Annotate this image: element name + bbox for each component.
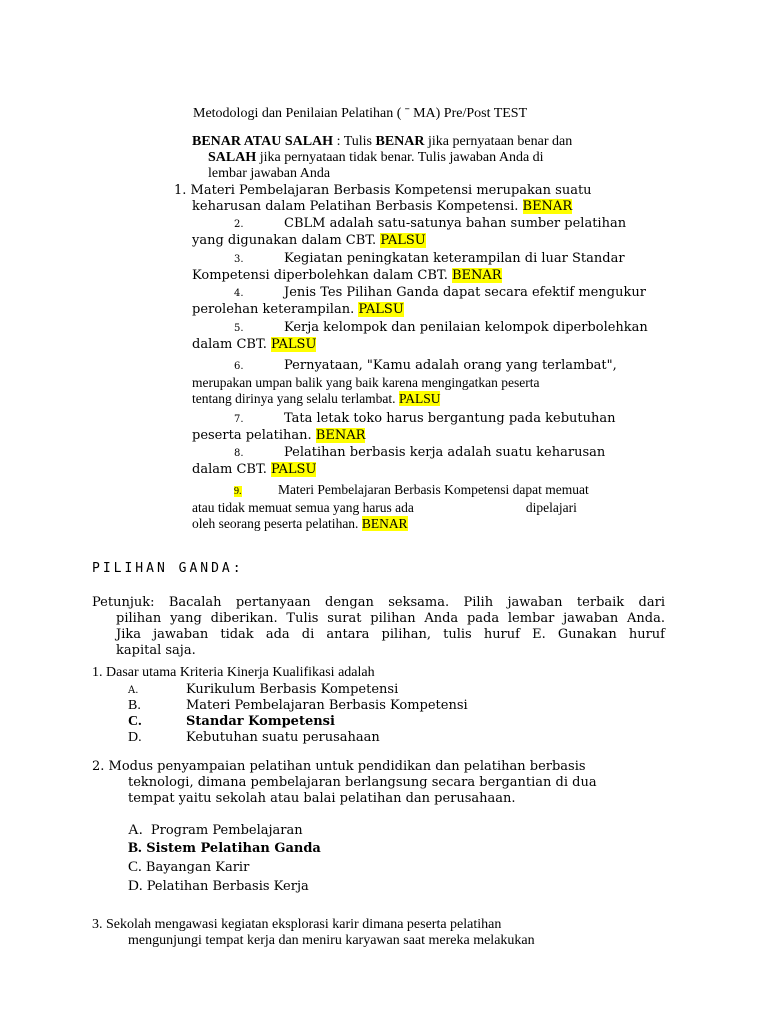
mc-option — [128, 822, 303, 839]
option-letter: A. — [128, 685, 139, 696]
tf-item-9 — [192, 482, 692, 532]
item-number: 4. — [234, 288, 244, 299]
item-text: Tata letak toko harus bergantung pada kebutuhan — [284, 411, 616, 426]
tf-item-6 — [192, 358, 692, 407]
item-text: merupakan umpan balik yang baik karena mengingatkan peserta — [192, 375, 540, 390]
answer-highlight: PALSU — [380, 233, 426, 248]
answer-highlight: BENAR — [361, 516, 408, 531]
tf-item-2 — [192, 216, 692, 249]
item-number: 5. — [234, 323, 244, 334]
answer-highlight: PALSU — [358, 302, 404, 317]
item-text: Kompetensi diperbolehkan dalam CBT. — [192, 268, 452, 283]
item-number: 3. — [234, 254, 244, 265]
option-text: Kurikulum Berbasis Kompetensi — [186, 682, 399, 697]
tf-benar-word: BENAR — [375, 134, 425, 149]
option-letter: D. — [128, 730, 142, 745]
tf-item-5 — [192, 320, 692, 353]
option-letter: C. — [128, 859, 142, 875]
question-line: mengunjungi tempat kerja dan meniru karyawan saat mereka melakukan — [128, 933, 535, 948]
item-text: oleh seorang peserta pelatihan. — [192, 516, 362, 531]
option-text: Kebutuhan suatu perusahaan — [186, 730, 380, 745]
item-number: 1. — [174, 183, 187, 198]
option-text: Pelatihan Berbasis Kerja — [146, 879, 309, 894]
question-line: tempat yaitu sekolah atau balai pelatihan dan perusahaan. — [128, 791, 516, 806]
item-text: tentang dirinya yang selalu terlambat. — [192, 391, 399, 406]
item-number: 2. — [234, 219, 244, 230]
option-letter: C. — [128, 714, 142, 729]
question-line: 3. Sekolah mengawasi kegiatan eksplorasi karir dimana peserta pelatihan — [92, 917, 502, 932]
option-text: Program Pembelajaran — [150, 823, 303, 838]
mc-option — [128, 859, 249, 876]
tf-instr-part: : Tulis — [333, 134, 376, 149]
item-text: peserta pelatihan. — [192, 428, 316, 443]
tf-item-1 — [174, 183, 694, 215]
answer-highlight: BENAR — [315, 428, 366, 443]
item-text: Pelatihan berbasis kerja adalah suatu keharusan — [284, 445, 606, 460]
item-text: perolehan keterampilan. — [192, 302, 359, 317]
item-text: Materi Pembelajaran Berbasis Kompetensi dapat memuat — [278, 482, 589, 497]
mc-heading: PILIHAN GANDA: — [92, 561, 244, 576]
item-number: 8. — [234, 448, 244, 459]
tf-instructions — [192, 134, 712, 182]
answer-highlight: BENAR — [522, 199, 573, 214]
item-number: 9. — [234, 486, 242, 497]
instr-line: Jika jawaban tidak ada di antara pilihan, tulis huruf E. Gunakan huruf — [116, 627, 665, 642]
item-text: Materi Pembelajaran Berbasis Kompetensi merupakan suatu — [190, 183, 592, 198]
option-text: Materi Pembelajaran Berbasis Kompetensi — [186, 698, 468, 713]
item-text: Kerja kelompok dan penilaian kelompok diperbolehkan — [284, 320, 648, 335]
mc-option-correct — [128, 714, 335, 730]
tf-heading: BENAR ATAU SALAH — [192, 134, 334, 149]
question-line: teknologi, dimana pembelajaran berlangsung secara bergantian di dua — [128, 775, 597, 790]
option-text: Sistem Pelatihan Ganda — [146, 841, 321, 856]
item-text: dalam CBT. — [192, 337, 271, 352]
instr-line: Petunjuk: Bacalah pertanyaan dengan seksama. Pilih jawaban terbaik dari — [92, 595, 665, 610]
answer-highlight: PALSU — [398, 391, 441, 406]
tf-salah-word: SALAH — [208, 150, 257, 165]
option-letter: B. — [128, 698, 141, 713]
tf-instr-part: lembar jawaban Anda — [208, 166, 331, 181]
mc-question-2 — [92, 759, 672, 807]
item-text: dipelajari — [525, 500, 577, 515]
tf-instr-part: jika pernyataan benar dan — [424, 134, 573, 149]
item-text: Kegiatan peningkatan keterampilan di luar Standar — [284, 251, 625, 266]
item-number: 7. — [234, 414, 244, 425]
page-title: Metodologi dan Penilaian Pelatihan ( ˉ MA) Pre/Post TEST — [193, 106, 528, 121]
tf-item-4 — [192, 285, 692, 318]
option-text: Bayangan Karir — [145, 860, 250, 875]
mc-instructions — [92, 595, 665, 659]
tf-item-7 — [192, 411, 692, 444]
option-text: Standar Kompetensi — [186, 714, 335, 729]
mc-option — [128, 682, 398, 699]
mc-question-3 — [92, 917, 692, 949]
item-text: Pernyataan, "Kamu adalah orang yang terlambat", — [284, 358, 617, 373]
item-text: CBLM adalah satu-satunya bahan sumber pelatihan — [284, 216, 627, 231]
answer-highlight: PALSU — [270, 462, 317, 477]
answer-highlight: BENAR — [451, 268, 502, 283]
mc-question-1: 1. Dasar utama Kriteria Kinerja Kualifikasi adalah — [92, 665, 375, 680]
option-letter: A. — [128, 822, 143, 838]
answer-highlight: PALSU — [270, 337, 317, 352]
mc-option-correct — [128, 840, 321, 857]
item-text: keharusan dalam Pelatihan Berbasis Kompetensi. — [192, 199, 523, 214]
instr-line: pilihan yang diberikan. Tulis surat pilihan Anda pada lembar jawaban Anda. — [116, 611, 665, 626]
item-number: 6. — [234, 361, 244, 372]
mc-option — [128, 730, 380, 746]
question-line: 2. Modus penyampaian pelatihan untuk pendidikan dan pelatihan berbasis — [92, 759, 586, 774]
option-letter: D. — [128, 878, 143, 894]
mc-option — [128, 878, 309, 895]
tf-item-8 — [192, 445, 692, 478]
item-text: atau tidak memuat semua yang harus ada — [192, 500, 414, 515]
mc-option — [128, 698, 468, 714]
item-text: Jenis Tes Pilihan Ganda dapat secara efektif mengukur — [284, 285, 646, 300]
item-text: yang digunakan dalam CBT. — [192, 233, 381, 248]
instr-line: kapital saja. — [116, 643, 196, 658]
option-letter: B. — [128, 840, 142, 856]
tf-item-3 — [192, 251, 692, 284]
item-text: dalam CBT. — [192, 462, 271, 477]
tf-instr-part: jika pernyataan tidak benar. Tulis jawaban Anda di — [256, 150, 544, 165]
item-number-wrap — [234, 482, 278, 500]
